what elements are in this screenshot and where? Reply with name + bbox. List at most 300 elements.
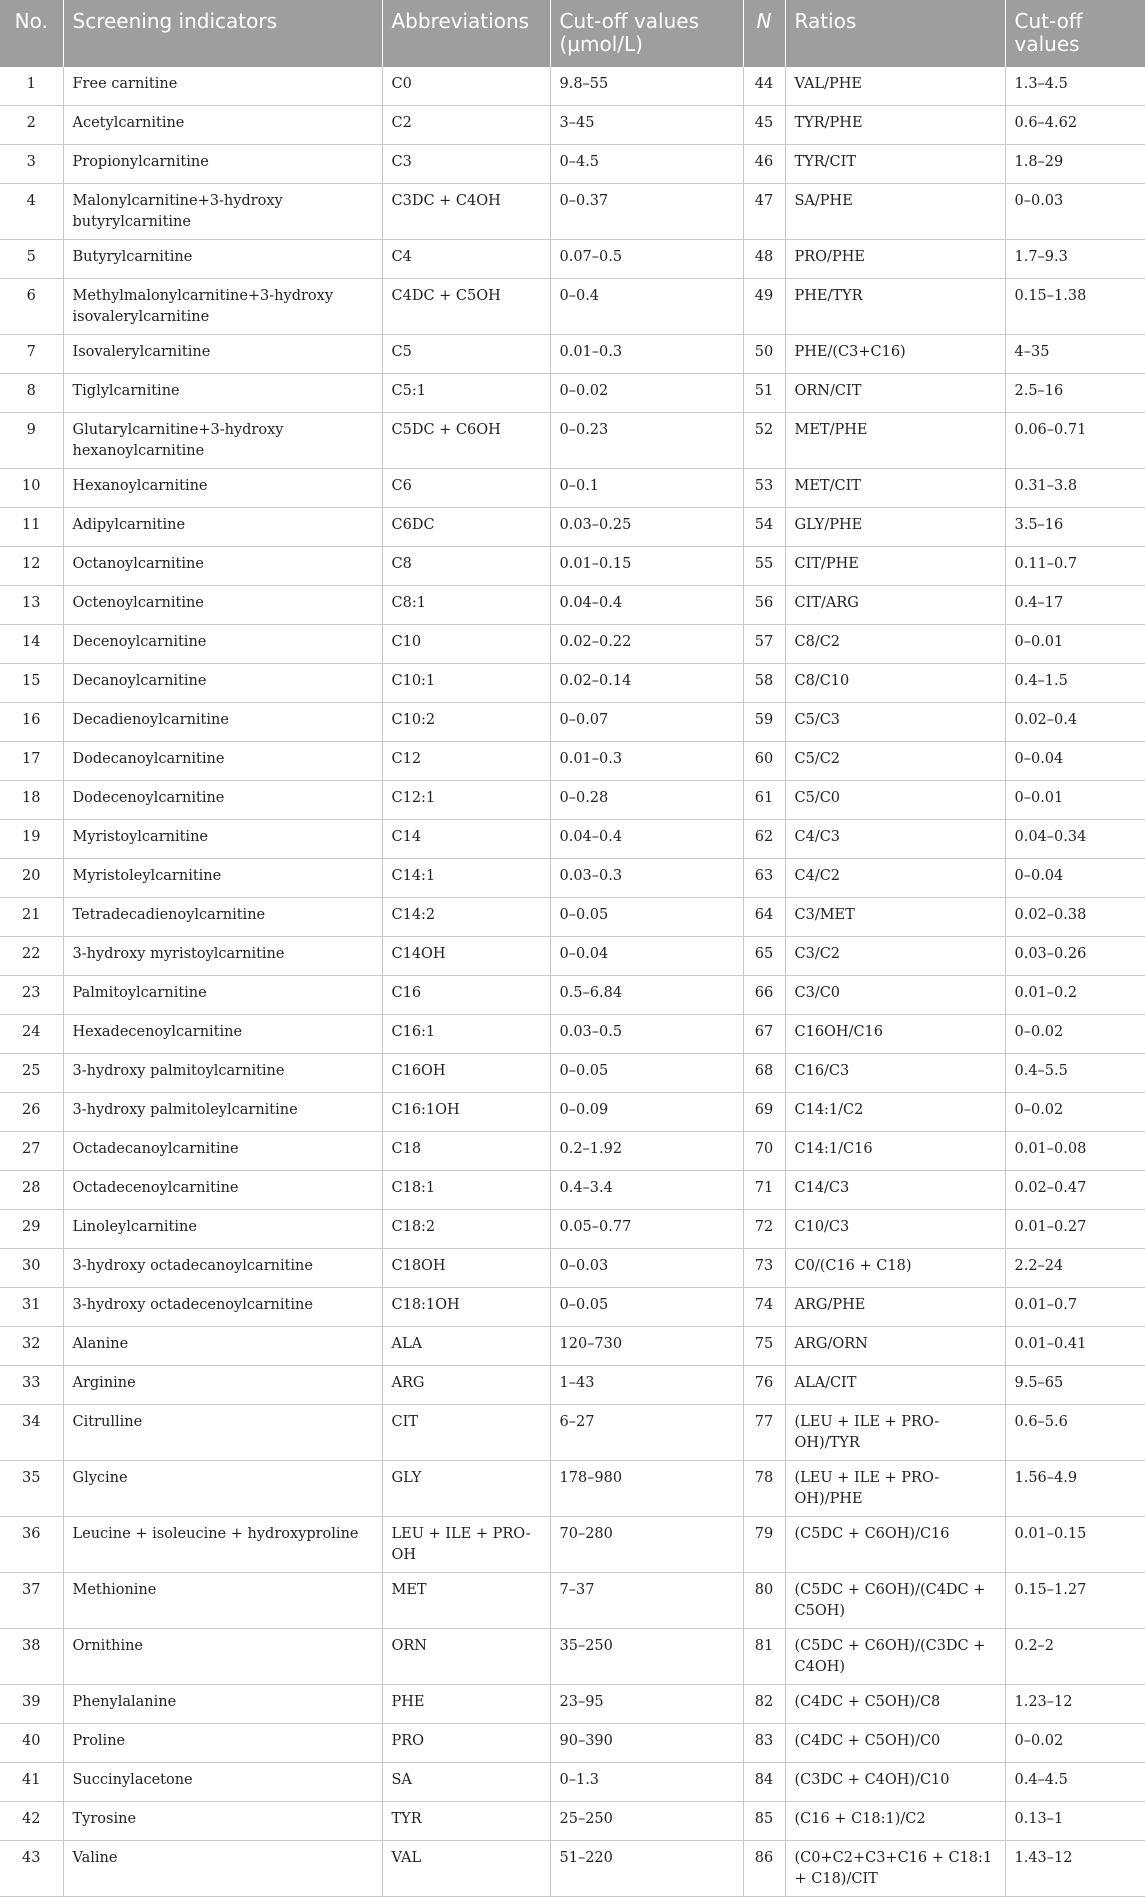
cell-n: 76 xyxy=(743,1366,785,1405)
cell-screening-indicator: Hexadecenoylcarnitine xyxy=(63,1015,382,1054)
cell-ratio-cutoff-value: 4–35 xyxy=(1005,335,1145,374)
cell-n: 83 xyxy=(743,1724,785,1763)
cell-ratio: C4/C3 xyxy=(785,820,1005,859)
cell-no: 40 xyxy=(0,1724,63,1763)
table-body xyxy=(0,67,1145,1897)
cell-cutoff-value: 0–0.02 xyxy=(550,374,743,413)
cell-ratio: (C5DC + C6OH)/C16 xyxy=(785,1517,1005,1573)
cell-no: 23 xyxy=(0,976,63,1015)
cell-ratio-cutoff-value: 0.31–3.8 xyxy=(1005,469,1145,508)
cell-ratio: C3/C2 xyxy=(785,937,1005,976)
cell-no: 41 xyxy=(0,1763,63,1802)
cell-abbreviation: PRO xyxy=(382,1724,550,1763)
cell-screening-indicator: Linoleylcarnitine xyxy=(63,1210,382,1249)
cell-n: 59 xyxy=(743,703,785,742)
cell-abbreviation: C4 xyxy=(382,240,550,279)
cell-screening-indicator: Proline xyxy=(63,1724,382,1763)
cell-no: 39 xyxy=(0,1685,63,1724)
table-row xyxy=(0,469,1145,508)
cell-ratio: C3/C0 xyxy=(785,976,1005,1015)
table-row xyxy=(0,1015,1145,1054)
cell-ratio: PRO/PHE xyxy=(785,240,1005,279)
cell-no: 42 xyxy=(0,1802,63,1841)
table-row xyxy=(0,1685,1145,1724)
table-row xyxy=(0,374,1145,413)
cell-no: 18 xyxy=(0,781,63,820)
cell-screening-indicator: Valine xyxy=(63,1841,382,1897)
cell-ratio-cutoff-value: 0.15–1.27 xyxy=(1005,1573,1145,1629)
cell-n: 79 xyxy=(743,1517,785,1573)
cell-abbreviation: C14:2 xyxy=(382,898,550,937)
cell-ratio: C8/C2 xyxy=(785,625,1005,664)
cell-no: 27 xyxy=(0,1132,63,1171)
table-row xyxy=(0,279,1145,335)
table-row xyxy=(0,1763,1145,1802)
cell-n: 67 xyxy=(743,1015,785,1054)
cell-ratio: (C5DC + C6OH)/(C3DC + C4OH) xyxy=(785,1629,1005,1685)
cell-screening-indicator: Palmitoylcarnitine xyxy=(63,976,382,1015)
cell-ratio-cutoff-value: 0.01–0.41 xyxy=(1005,1327,1145,1366)
cell-screening-indicator: Alanine xyxy=(63,1327,382,1366)
cell-ratio: C16/C3 xyxy=(785,1054,1005,1093)
table-row xyxy=(0,1517,1145,1573)
cell-abbreviation: C10:1 xyxy=(382,664,550,703)
cell-abbreviation: ARG xyxy=(382,1366,550,1405)
cell-ratio-cutoff-value: 0.4–1.5 xyxy=(1005,664,1145,703)
cell-no: 8 xyxy=(0,374,63,413)
cell-n: 81 xyxy=(743,1629,785,1685)
cell-n: 54 xyxy=(743,508,785,547)
cell-ratio-cutoff-value: 0.01–0.7 xyxy=(1005,1288,1145,1327)
table-row xyxy=(0,184,1145,240)
cell-no: 20 xyxy=(0,859,63,898)
cell-ratio-cutoff-value: 0–0.03 xyxy=(1005,184,1145,240)
cell-ratio-cutoff-value: 0–0.02 xyxy=(1005,1015,1145,1054)
cell-no: 24 xyxy=(0,1015,63,1054)
cell-screening-indicator: Citrulline xyxy=(63,1405,382,1461)
cell-screening-indicator: Decenoylcarnitine xyxy=(63,625,382,664)
cell-no: 17 xyxy=(0,742,63,781)
cell-screening-indicator: Octadecenoylcarnitine xyxy=(63,1171,382,1210)
cell-cutoff-value: 7–37 xyxy=(550,1573,743,1629)
cell-n: 72 xyxy=(743,1210,785,1249)
cell-n: 44 xyxy=(743,67,785,106)
cell-ratio: C0/(C16 + C18) xyxy=(785,1249,1005,1288)
cell-n: 80 xyxy=(743,1573,785,1629)
cell-no: 15 xyxy=(0,664,63,703)
cell-abbreviation: C4DC + C5OH xyxy=(382,279,550,335)
table-row xyxy=(0,664,1145,703)
header-row xyxy=(0,0,1145,67)
cell-abbreviation: C3 xyxy=(382,145,550,184)
cell-abbreviation: C5DC + C6OH xyxy=(382,413,550,469)
cell-cutoff-value: 25–250 xyxy=(550,1802,743,1841)
cell-screening-indicator: Glycine xyxy=(63,1461,382,1517)
cell-screening-indicator: Free carnitine xyxy=(63,67,382,106)
cell-cutoff-value: 0.2–1.92 xyxy=(550,1132,743,1171)
cell-no: 12 xyxy=(0,547,63,586)
table-row xyxy=(0,1093,1145,1132)
table-row xyxy=(0,625,1145,664)
cell-screening-indicator: Leucine + isoleucine + hydroxyproline xyxy=(63,1517,382,1573)
cell-screening-indicator: Methylmalonylcarnitine+3-hydroxy isovalerylcarnitine xyxy=(63,279,382,335)
table-row xyxy=(0,1210,1145,1249)
cell-n: 66 xyxy=(743,976,785,1015)
cell-ratio: C3/MET xyxy=(785,898,1005,937)
cell-screening-indicator: Propionylcarnitine xyxy=(63,145,382,184)
cell-cutoff-value: 0–0.05 xyxy=(550,898,743,937)
cell-abbreviation: C18:1 xyxy=(382,1171,550,1210)
cell-ratio: TYR/PHE xyxy=(785,106,1005,145)
cell-abbreviation: C14OH xyxy=(382,937,550,976)
cell-abbreviation: C14 xyxy=(382,820,550,859)
cell-ratio: (LEU + ILE + PRO-OH)/TYR xyxy=(785,1405,1005,1461)
cell-ratio: (C4DC + C5OH)/C0 xyxy=(785,1724,1005,1763)
cell-ratio: C14:1/C16 xyxy=(785,1132,1005,1171)
cell-n: 68 xyxy=(743,1054,785,1093)
cell-screening-indicator: Tiglylcarnitine xyxy=(63,374,382,413)
cell-screening-indicator: Dodecanoylcarnitine xyxy=(63,742,382,781)
cell-screening-indicator: Isovalerylcarnitine xyxy=(63,335,382,374)
cell-ratio: PHE/TYR xyxy=(785,279,1005,335)
cell-cutoff-value: 23–95 xyxy=(550,1685,743,1724)
cell-ratio-cutoff-value: 1.8–29 xyxy=(1005,145,1145,184)
cell-screening-indicator: Octadecanoylcarnitine xyxy=(63,1132,382,1171)
cell-ratio-cutoff-value: 0–0.02 xyxy=(1005,1093,1145,1132)
cell-ratio-cutoff-value: 0.6–4.62 xyxy=(1005,106,1145,145)
table-row xyxy=(0,1629,1145,1685)
cell-n: 57 xyxy=(743,625,785,664)
table-row xyxy=(0,937,1145,976)
cell-ratio-cutoff-value: 0.02–0.47 xyxy=(1005,1171,1145,1210)
header-ratios: Ratios xyxy=(785,0,1005,67)
cell-cutoff-value: 6–27 xyxy=(550,1405,743,1461)
cell-cutoff-value: 0–0.05 xyxy=(550,1054,743,1093)
cell-cutoff-value: 0–4.5 xyxy=(550,145,743,184)
cell-no: 1 xyxy=(0,67,63,106)
cell-screening-indicator: Octanoylcarnitine xyxy=(63,547,382,586)
cell-ratio: SA/PHE xyxy=(785,184,1005,240)
cell-ratio-cutoff-value: 0.15–1.38 xyxy=(1005,279,1145,335)
cell-cutoff-value: 90–390 xyxy=(550,1724,743,1763)
cell-no: 11 xyxy=(0,508,63,547)
cell-ratio-cutoff-value: 0.11–0.7 xyxy=(1005,547,1145,586)
cell-no: 13 xyxy=(0,586,63,625)
header-cutoff-values: Cut-off values xyxy=(1005,0,1145,67)
cell-ratio-cutoff-value: 0–0.04 xyxy=(1005,742,1145,781)
cell-ratio: C16OH/C16 xyxy=(785,1015,1005,1054)
table-row xyxy=(0,1288,1145,1327)
cell-no: 31 xyxy=(0,1288,63,1327)
cell-screening-indicator: Butyrylcarnitine xyxy=(63,240,382,279)
cell-ratio: C10/C3 xyxy=(785,1210,1005,1249)
cell-n: 55 xyxy=(743,547,785,586)
header-n: N xyxy=(743,0,785,67)
table-row xyxy=(0,1054,1145,1093)
cell-ratio: PHE/(C3+C16) xyxy=(785,335,1005,374)
cell-no: 38 xyxy=(0,1629,63,1685)
cell-abbreviation: C6DC xyxy=(382,508,550,547)
cell-screening-indicator: Malonylcarnitine+3-hydroxy butyrylcarnitine xyxy=(63,184,382,240)
table-row xyxy=(0,1724,1145,1763)
cell-ratio: TYR/CIT xyxy=(785,145,1005,184)
cell-cutoff-value: 0.5–6.84 xyxy=(550,976,743,1015)
cell-cutoff-value: 0–0.1 xyxy=(550,469,743,508)
table-row xyxy=(0,586,1145,625)
cell-n: 48 xyxy=(743,240,785,279)
table-row xyxy=(0,1405,1145,1461)
cell-n: 50 xyxy=(743,335,785,374)
cell-n: 63 xyxy=(743,859,785,898)
cell-ratio-cutoff-value: 0.03–0.26 xyxy=(1005,937,1145,976)
cell-n: 75 xyxy=(743,1327,785,1366)
cell-no: 21 xyxy=(0,898,63,937)
cell-abbreviation: C5 xyxy=(382,335,550,374)
cell-n: 85 xyxy=(743,1802,785,1841)
cell-n: 47 xyxy=(743,184,785,240)
cell-no: 30 xyxy=(0,1249,63,1288)
cell-screening-indicator: Ornithine xyxy=(63,1629,382,1685)
cell-abbreviation: C8 xyxy=(382,547,550,586)
table-row xyxy=(0,742,1145,781)
cell-ratio-cutoff-value: 0–0.01 xyxy=(1005,781,1145,820)
cell-cutoff-value: 0–0.05 xyxy=(550,1288,743,1327)
cell-cutoff-value: 0.04–0.4 xyxy=(550,820,743,859)
cell-cutoff-value: 0.03–0.25 xyxy=(550,508,743,547)
cell-cutoff-value: 0–0.04 xyxy=(550,937,743,976)
cell-cutoff-value: 0.02–0.22 xyxy=(550,625,743,664)
cell-n: 71 xyxy=(743,1171,785,1210)
cell-screening-indicator: Octenoylcarnitine xyxy=(63,586,382,625)
cell-ratio-cutoff-value: 0.02–0.38 xyxy=(1005,898,1145,937)
cell-n: 86 xyxy=(743,1841,785,1897)
cell-ratio: C8/C10 xyxy=(785,664,1005,703)
cell-ratio: (C0+C2+C3+C16 + C18:1 + C18)/CIT xyxy=(785,1841,1005,1897)
cell-n: 73 xyxy=(743,1249,785,1288)
cell-no: 3 xyxy=(0,145,63,184)
cell-ratio: C4/C2 xyxy=(785,859,1005,898)
cell-abbreviation: CIT xyxy=(382,1405,550,1461)
cell-no: 6 xyxy=(0,279,63,335)
table-row xyxy=(0,508,1145,547)
cell-screening-indicator: 3-hydroxy myristoylcarnitine xyxy=(63,937,382,976)
cell-n: 51 xyxy=(743,374,785,413)
cell-abbreviation: C6 xyxy=(382,469,550,508)
table-row xyxy=(0,976,1145,1015)
cell-no: 29 xyxy=(0,1210,63,1249)
cell-ratio-cutoff-value: 1.3–4.5 xyxy=(1005,67,1145,106)
cell-n: 58 xyxy=(743,664,785,703)
cell-ratio-cutoff-value: 0.4–17 xyxy=(1005,586,1145,625)
cell-abbreviation: C12 xyxy=(382,742,550,781)
cell-n: 53 xyxy=(743,469,785,508)
table-row xyxy=(0,335,1145,374)
cell-cutoff-value: 0.4–3.4 xyxy=(550,1171,743,1210)
cell-screening-indicator: 3-hydroxy palmitoylcarnitine xyxy=(63,1054,382,1093)
cell-cutoff-value: 0–1.3 xyxy=(550,1763,743,1802)
cell-no: 26 xyxy=(0,1093,63,1132)
table-row xyxy=(0,820,1145,859)
cell-n: 52 xyxy=(743,413,785,469)
cell-screening-indicator: 3-hydroxy palmitoleylcarnitine xyxy=(63,1093,382,1132)
cell-cutoff-value: 0–0.28 xyxy=(550,781,743,820)
table-row xyxy=(0,1461,1145,1517)
cell-n: 82 xyxy=(743,1685,785,1724)
cell-abbreviation: SA xyxy=(382,1763,550,1802)
cell-no: 7 xyxy=(0,335,63,374)
cell-abbreviation: C3DC + C4OH xyxy=(382,184,550,240)
cell-screening-indicator: Methionine xyxy=(63,1573,382,1629)
cell-ratio-cutoff-value: 3.5–16 xyxy=(1005,508,1145,547)
cell-ratio: ALA/CIT xyxy=(785,1366,1005,1405)
cell-no: 9 xyxy=(0,413,63,469)
cell-no: 25 xyxy=(0,1054,63,1093)
cell-cutoff-value: 0–0.4 xyxy=(550,279,743,335)
cell-screening-indicator: Succinylacetone xyxy=(63,1763,382,1802)
cell-ratio-cutoff-value: 2.2–24 xyxy=(1005,1249,1145,1288)
cell-ratio: C5/C3 xyxy=(785,703,1005,742)
cell-ratio-cutoff-value: 0.2–2 xyxy=(1005,1629,1145,1685)
cell-n: 46 xyxy=(743,145,785,184)
cell-abbreviation: TYR xyxy=(382,1802,550,1841)
cell-n: 69 xyxy=(743,1093,785,1132)
cell-ratio-cutoff-value: 1.23–12 xyxy=(1005,1685,1145,1724)
cell-screening-indicator: Decadienoylcarnitine xyxy=(63,703,382,742)
cell-cutoff-value: 0.01–0.15 xyxy=(550,547,743,586)
cell-cutoff-value: 0.01–0.3 xyxy=(550,742,743,781)
cell-abbreviation: PHE xyxy=(382,1685,550,1724)
cell-screening-indicator: 3-hydroxy octadecanoylcarnitine xyxy=(63,1249,382,1288)
cell-abbreviation: VAL xyxy=(382,1841,550,1897)
table-row xyxy=(0,106,1145,145)
cell-n: 64 xyxy=(743,898,785,937)
cell-abbreviation: C2 xyxy=(382,106,550,145)
cell-no: 35 xyxy=(0,1461,63,1517)
table-row xyxy=(0,1573,1145,1629)
cell-ratio-cutoff-value: 1.7–9.3 xyxy=(1005,240,1145,279)
table-row xyxy=(0,1171,1145,1210)
cell-n: 65 xyxy=(743,937,785,976)
cell-ratio-cutoff-value: 0.01–0.15 xyxy=(1005,1517,1145,1573)
cell-n: 70 xyxy=(743,1132,785,1171)
cell-screening-indicator: Acetylcarnitine xyxy=(63,106,382,145)
cell-ratio: ARG/PHE xyxy=(785,1288,1005,1327)
cell-screening-indicator: Myristoylcarnitine xyxy=(63,820,382,859)
cell-abbreviation: C10 xyxy=(382,625,550,664)
cell-ratio-cutoff-value: 0–0.04 xyxy=(1005,859,1145,898)
cell-ratio-cutoff-value: 9.5–65 xyxy=(1005,1366,1145,1405)
table-row xyxy=(0,859,1145,898)
cell-cutoff-value: 0–0.07 xyxy=(550,703,743,742)
cell-ratio-cutoff-value: 0–0.01 xyxy=(1005,625,1145,664)
table-row xyxy=(0,781,1145,820)
cell-screening-indicator: Tetradecadienoylcarnitine xyxy=(63,898,382,937)
cell-screening-indicator: 3-hydroxy octadecenoylcarnitine xyxy=(63,1288,382,1327)
cell-cutoff-value: 0–0.03 xyxy=(550,1249,743,1288)
table-row xyxy=(0,1132,1145,1171)
cell-abbreviation: C10:2 xyxy=(382,703,550,742)
cell-cutoff-value: 0.05–0.77 xyxy=(550,1210,743,1249)
cell-no: 32 xyxy=(0,1327,63,1366)
cell-abbreviation: LEU + ILE + PRO-OH xyxy=(382,1517,550,1573)
cell-ratio: C14:1/C2 xyxy=(785,1093,1005,1132)
cell-ratio: MET/CIT xyxy=(785,469,1005,508)
table-row xyxy=(0,703,1145,742)
cell-n: 61 xyxy=(743,781,785,820)
cell-abbreviation: C5:1 xyxy=(382,374,550,413)
cell-screening-indicator: Arginine xyxy=(63,1366,382,1405)
cell-abbreviation: ORN xyxy=(382,1629,550,1685)
cell-cutoff-value: 0.03–0.5 xyxy=(550,1015,743,1054)
header-no: No. xyxy=(0,0,63,67)
table-header xyxy=(0,0,1145,67)
cell-no: 16 xyxy=(0,703,63,742)
cell-abbreviation: C18:1OH xyxy=(382,1288,550,1327)
cell-cutoff-value: 0.01–0.3 xyxy=(550,335,743,374)
cell-ratio: (C16 + C18:1)/C2 xyxy=(785,1802,1005,1841)
cell-abbreviation: C16 xyxy=(382,976,550,1015)
table-row xyxy=(0,1802,1145,1841)
cell-ratio: CIT/PHE xyxy=(785,547,1005,586)
cell-ratio: (C3DC + C4OH)/C10 xyxy=(785,1763,1005,1802)
cell-ratio-cutoff-value: 0.01–0.08 xyxy=(1005,1132,1145,1171)
cell-n: 78 xyxy=(743,1461,785,1517)
table-row xyxy=(0,240,1145,279)
cell-ratio: C5/C0 xyxy=(785,781,1005,820)
cell-ratio: (C5DC + C6OH)/(C4DC + C5OH) xyxy=(785,1573,1005,1629)
cell-screening-indicator: Hexanoylcarnitine xyxy=(63,469,382,508)
cell-ratio-cutoff-value: 1.56–4.9 xyxy=(1005,1461,1145,1517)
cell-ratio-cutoff-value: 0.6–5.6 xyxy=(1005,1405,1145,1461)
cell-abbreviation: C14:1 xyxy=(382,859,550,898)
table-row xyxy=(0,413,1145,469)
cell-cutoff-value: 0.03–0.3 xyxy=(550,859,743,898)
cell-no: 4 xyxy=(0,184,63,240)
cell-ratio: (C4DC + C5OH)/C8 xyxy=(785,1685,1005,1724)
cell-cutoff-value: 0.02–0.14 xyxy=(550,664,743,703)
table-row xyxy=(0,145,1145,184)
cell-n: 56 xyxy=(743,586,785,625)
cell-abbreviation: ALA xyxy=(382,1327,550,1366)
cell-abbreviation: C18 xyxy=(382,1132,550,1171)
cell-no: 34 xyxy=(0,1405,63,1461)
cell-ratio: C5/C2 xyxy=(785,742,1005,781)
cell-no: 14 xyxy=(0,625,63,664)
cell-ratio: (LEU + ILE + PRO-OH)/PHE xyxy=(785,1461,1005,1517)
cell-n: 45 xyxy=(743,106,785,145)
cell-screening-indicator: Tyrosine xyxy=(63,1802,382,1841)
cell-cutoff-value: 0–0.23 xyxy=(550,413,743,469)
header-abbreviations: Abbreviations xyxy=(382,0,550,67)
cell-ratio-cutoff-value: 2.5–16 xyxy=(1005,374,1145,413)
table-row xyxy=(0,1841,1145,1897)
table-row xyxy=(0,1327,1145,1366)
cell-ratio-cutoff-value: 0.01–0.27 xyxy=(1005,1210,1145,1249)
cell-ratio-cutoff-value: 0.4–5.5 xyxy=(1005,1054,1145,1093)
cell-n: 62 xyxy=(743,820,785,859)
cell-ratio-cutoff-value: 0.13–1 xyxy=(1005,1802,1145,1841)
cell-ratio-cutoff-value: 0.02–0.4 xyxy=(1005,703,1145,742)
cell-n: 84 xyxy=(743,1763,785,1802)
cell-ratio: MET/PHE xyxy=(785,413,1005,469)
cell-cutoff-value: 1–43 xyxy=(550,1366,743,1405)
cell-ratio: C14/C3 xyxy=(785,1171,1005,1210)
cell-cutoff-value: 70–280 xyxy=(550,1517,743,1573)
cell-ratio-cutoff-value: 0.06–0.71 xyxy=(1005,413,1145,469)
cell-cutoff-value: 178–980 xyxy=(550,1461,743,1517)
cell-cutoff-value: 0.07–0.5 xyxy=(550,240,743,279)
cell-cutoff-value: 51–220 xyxy=(550,1841,743,1897)
